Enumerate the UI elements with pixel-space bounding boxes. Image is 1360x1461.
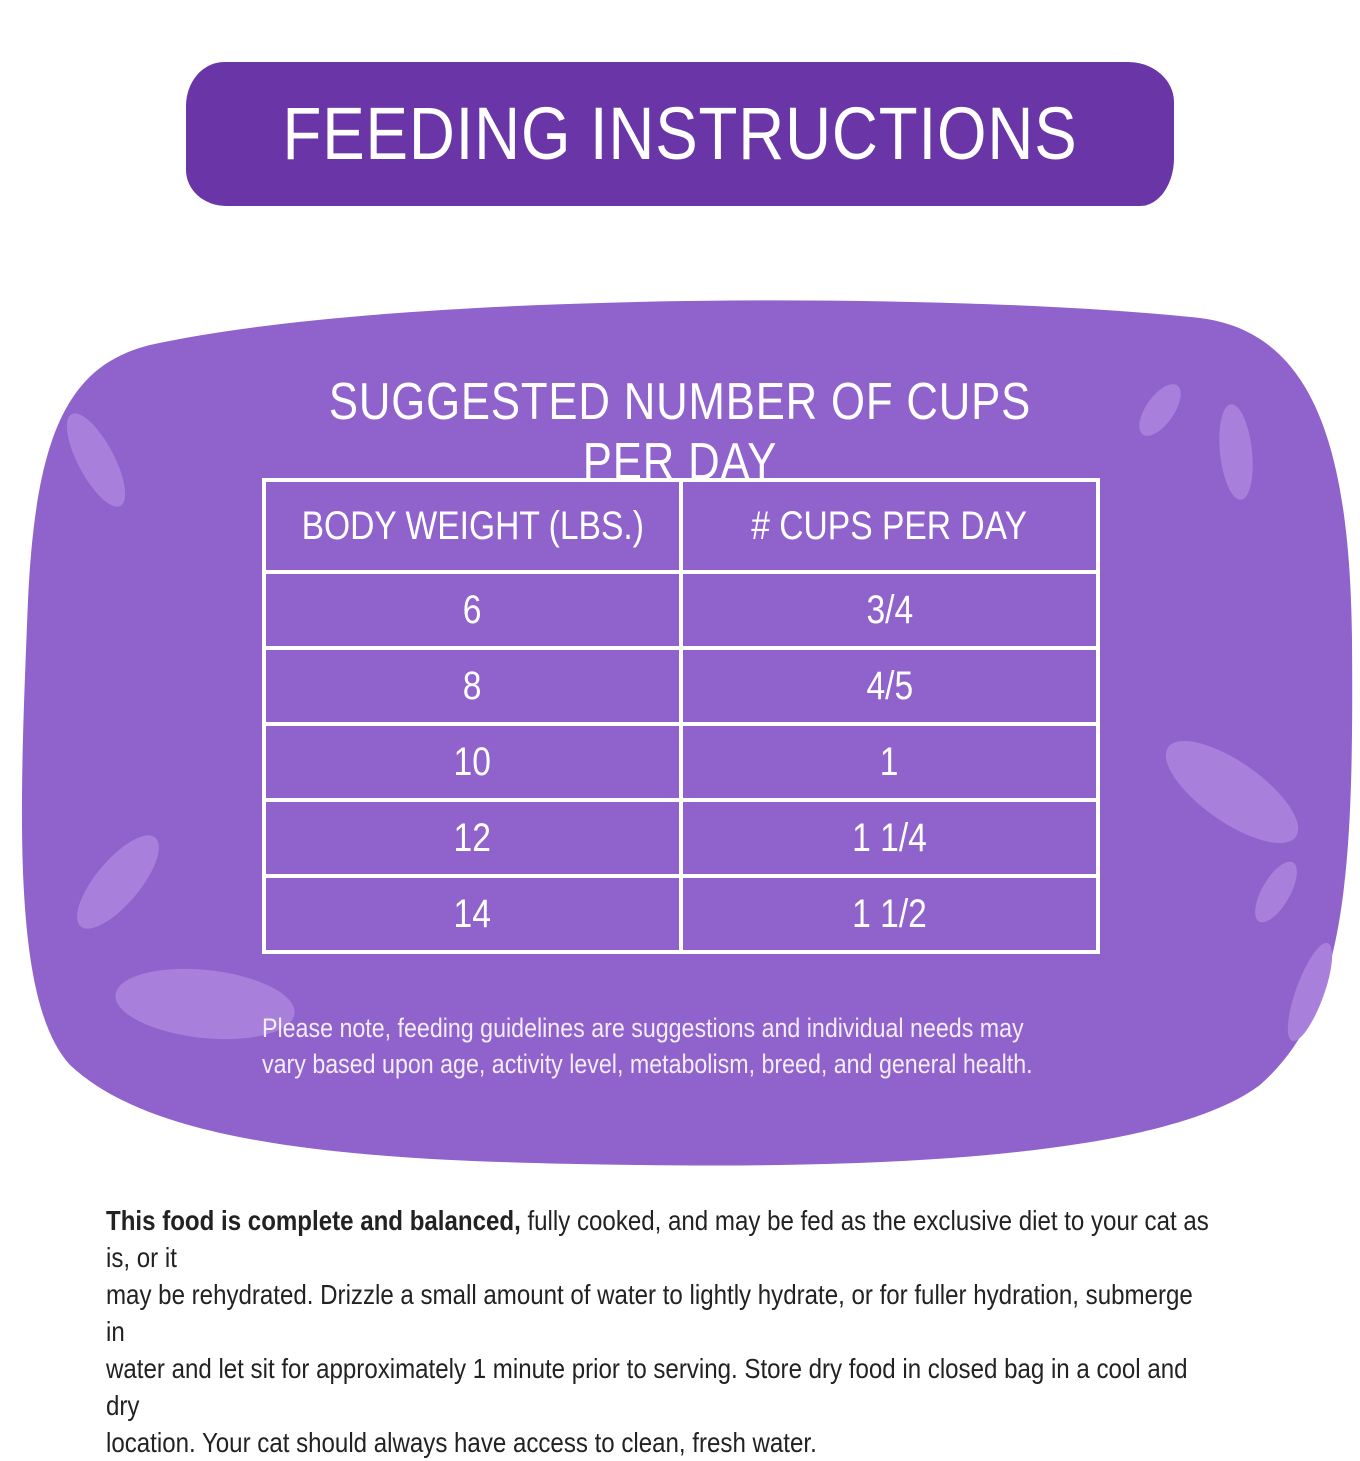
weight-cell: 8 bbox=[264, 648, 681, 724]
weight-cell: 12 bbox=[264, 800, 681, 876]
weight-cell: 14 bbox=[264, 876, 681, 952]
cups-cell: 1 1/2 bbox=[681, 876, 1098, 952]
header-body-weight: BODY WEIGHT (LBS.) bbox=[264, 480, 681, 572]
footer-line: location. Your cat should always have access to clean, fresh water. bbox=[106, 1427, 817, 1458]
footer-line-rest: fully cooked, and may be fed as the exclusive diet to your cat as is, or it bbox=[106, 1205, 1209, 1273]
footer-bold-lead: This food is complete and balanced, bbox=[106, 1205, 521, 1236]
weight-cell: 10 bbox=[264, 724, 681, 800]
cups-cell: 1 bbox=[681, 724, 1098, 800]
table-row bbox=[264, 648, 1098, 724]
header-cups-per-day: # CUPS PER DAY bbox=[681, 480, 1098, 572]
footer-line: water and let sit for approximately 1 minute prior to serving. Store dry food in closed bag in a cool and dry bbox=[106, 1353, 1188, 1421]
feeding-table bbox=[262, 478, 1100, 954]
footer-line: may be rehydrated. Drizzle a small amount of water to lightly hydrate, or for fuller hydration, submerge in bbox=[106, 1279, 1193, 1347]
table-heading: SUGGESTED NUMBER OF CUPS PER DAY bbox=[328, 373, 1032, 491]
table-row bbox=[264, 876, 1098, 952]
feeding-disclaimer bbox=[262, 1010, 1088, 1082]
footer-line bbox=[106, 1202, 1215, 1276]
cups-cell: 1 1/4 bbox=[681, 800, 1098, 876]
cups-cell: 4/5 bbox=[681, 648, 1098, 724]
page-title: FEEDING INSTRUCTIONS bbox=[282, 92, 1078, 175]
cups-cell: 3/4 bbox=[681, 572, 1098, 648]
weight-cell: 6 bbox=[264, 572, 681, 648]
disclaimer-line: Please note, feeding guidelines are suggestions and individual needs may bbox=[262, 1013, 1024, 1043]
table-header-row bbox=[264, 480, 1098, 572]
table-row bbox=[264, 724, 1098, 800]
disclaimer-line: vary based upon age, activity level, metabolism, breed, and general health. bbox=[262, 1049, 1033, 1079]
table-row bbox=[264, 572, 1098, 648]
table-row bbox=[264, 800, 1098, 876]
footer-paragraph bbox=[106, 1202, 1215, 1461]
